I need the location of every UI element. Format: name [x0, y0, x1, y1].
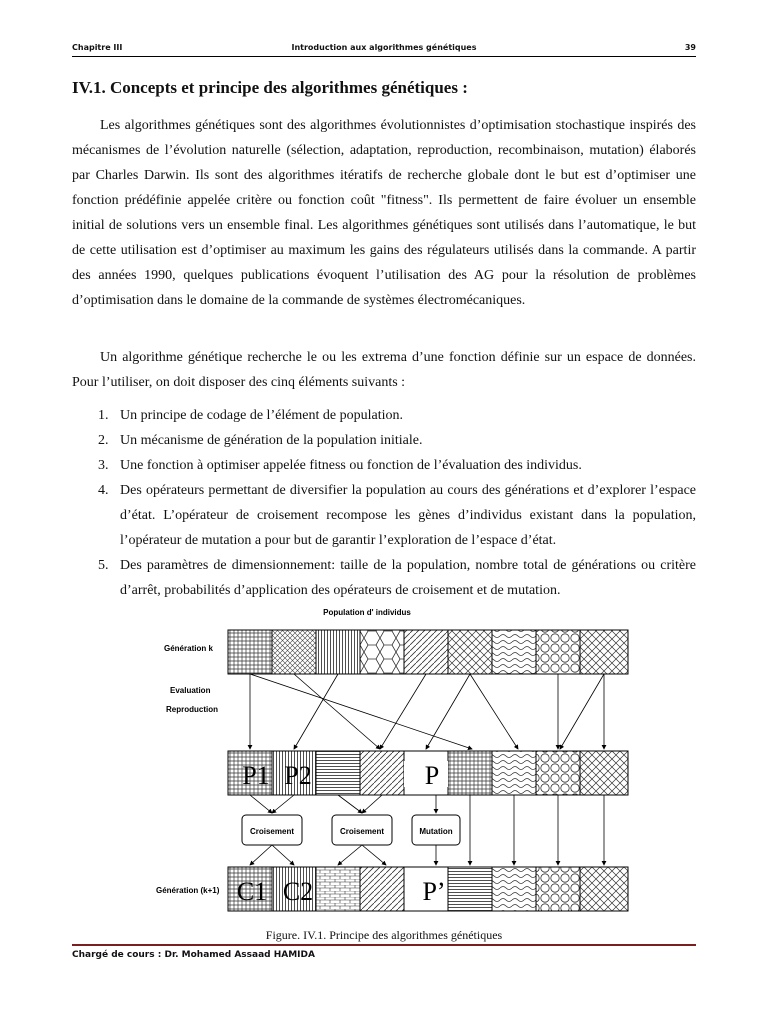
- child-label-c1: C1: [236, 877, 268, 906]
- individual-cell: [492, 630, 536, 674]
- individual-cell: [448, 867, 492, 911]
- figure-title: Population d' individus: [323, 608, 411, 617]
- individual-cell: [360, 751, 404, 795]
- parent-label-p: P: [424, 761, 440, 790]
- reproduction-label: Reproduction: [166, 705, 218, 714]
- parent-label-p2: P2: [284, 761, 312, 790]
- header-title: Introduction aux algorithmes génétiques: [291, 43, 477, 52]
- list-text: Un mécanisme de génération de la population initiale.: [120, 433, 423, 448]
- evaluation-label: Evaluation: [170, 686, 211, 695]
- individual-cell: [492, 751, 536, 795]
- list-number: 3.: [98, 458, 109, 473]
- individual-cell: [316, 630, 360, 674]
- crossover-label-2: Croisement: [339, 827, 385, 836]
- ga-principle-figure: [140, 603, 640, 913]
- list-item: [72, 453, 696, 478]
- individual-cell: [228, 630, 272, 674]
- list-number: 1.: [98, 408, 109, 423]
- crossover-label-1: Croisement: [249, 827, 295, 836]
- list-item: [72, 478, 696, 553]
- list-number: 5.: [98, 558, 109, 573]
- individual-cell: [536, 867, 580, 911]
- figure-caption: Figure. IV.1. Principe des algorithmes génétiques: [265, 928, 503, 942]
- list-number: 4.: [98, 483, 109, 498]
- generation-k1-row: [228, 867, 628, 911]
- individual-cell: [580, 867, 628, 911]
- chapter-label: Chapitre III: [72, 43, 123, 52]
- selection-arrows: [250, 674, 604, 749]
- selected-population-row: [228, 751, 628, 795]
- individual-cell: [360, 630, 404, 674]
- page-number: 39: [684, 43, 696, 52]
- elements-list: [72, 403, 696, 603]
- header-rule: [72, 56, 696, 57]
- mutation-label: Mutation: [419, 827, 453, 836]
- generation-k1-label: Génération (k+1): [156, 886, 220, 895]
- individual-cell: [316, 867, 360, 911]
- list-item: [72, 403, 696, 428]
- paragraph-2: Un algorithme génétique recherche le ou les extrema d’une fonction définie sur un espace de données. Pour l’utiliser, on doit disposer des cinq éléments suivants :: [72, 350, 696, 390]
- parent-label-p1: P1: [242, 761, 270, 790]
- generation-k-row: [228, 630, 628, 674]
- individual-cell: [580, 751, 628, 795]
- child-label-c2: C2: [282, 877, 314, 906]
- list-item: [72, 428, 696, 453]
- individual-cell: [492, 867, 536, 911]
- list-text: Une fonction à optimiser appelée fitness ou fonction de l’évaluation des individus.: [120, 458, 582, 473]
- list-number: 2.: [98, 433, 109, 448]
- individual-cell: [448, 630, 492, 674]
- list-item: [72, 553, 696, 603]
- child-label-p-prime: P’: [422, 877, 446, 906]
- paragraph-1: Les algorithmes génétiques sont des algorithmes évolutionnistes d’optimisation stochastique inspirés des mécanismes de l’évolution naturelle (sélection, adaptation, reproduction, recombinaison, mutation) élaborés par Charles Darwin. Ils sont des algorithmes itératifs de recherche globale dont le but est d’optimiser une fonction prédéfinie appelée critère ou fonction coût "fitness". Ils permettent de faire évoluer un ensemble initial de solutions vers un ensemble final. Les algorithmes génétiques sont utilisés dans l’automatique, le but de cette utilisation est d’optimiser au maximum les gains des régulateurs utilisés dans la commande. A partir des années 1990, quelques publications évoquent l’utilisation des AG pour la résolution de problèmes d’optimisation dans le domaine de la commande de systèmes électromécaniques.: [72, 118, 696, 308]
- footer-rule: [72, 944, 696, 946]
- operator-boxes: [242, 815, 460, 845]
- individual-cell: [536, 751, 580, 795]
- section-title: IV.1. Concepts et principe des algorithmes génétiques :: [72, 78, 468, 97]
- list-text: Des opérateurs permettant de diversifier la population au cours des générations et d’explorer l’espace d’état. L’opérateur de croisement recompose les gènes d’individus existant dans la population, l’opérateur de mutation a pour but de garantir l’exploration de l’espace d’état.: [120, 483, 696, 548]
- individual-cell: [580, 630, 628, 674]
- generation-k-label: Génération k: [164, 644, 213, 653]
- individual-cell: [360, 867, 404, 911]
- individual-cell: [272, 630, 316, 674]
- list-text: Un principe de codage de l’élément de population.: [120, 408, 404, 423]
- footer-author: Chargé de cours : Dr. Mohamed Assaad HAMIDA: [72, 950, 315, 960]
- list-text: Des paramètres de dimensionnement: taille de la population, nombre total de générations ou critère d’arrêt, probabilités d’application des opérateurs de croisement et de mutation.: [120, 558, 696, 598]
- individual-cell: [448, 751, 492, 795]
- individual-cell: [316, 751, 360, 795]
- individual-cell: [536, 630, 580, 674]
- individual-cell: [404, 630, 448, 674]
- ga-diagram: [140, 603, 640, 913]
